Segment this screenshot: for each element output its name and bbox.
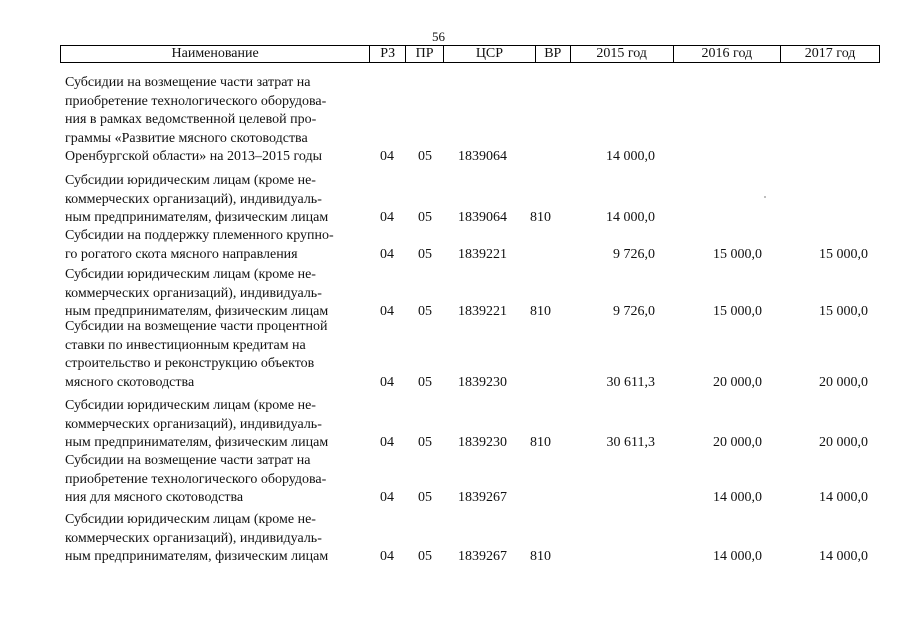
row-name-line: Субсидии юридическим лицам (кроме не- <box>65 267 316 282</box>
row-name-line: ния для мясного скотоводства <box>65 490 244 506</box>
row-name-line: Субсидии юридическим лицам (кроме не- <box>65 173 316 188</box>
table-row <box>0 266 905 322</box>
cell-2017: 15 000,0 <box>819 304 868 320</box>
cell-pr: 05 <box>418 149 432 165</box>
cell-2017: 14 000,0 <box>819 549 868 565</box>
row-name-line: Субсидии на поддержку племенного крупно- <box>65 228 334 243</box>
cell-rz: 04 <box>380 549 394 565</box>
row-name-line: Оренбургской области» на 2013–2015 годы <box>65 149 322 165</box>
row-name-line: го рогатого скота мясного направления <box>65 246 298 262</box>
cell-csr: 1839221 <box>458 246 507 262</box>
header-2016: 2016 год <box>674 46 782 62</box>
cell-rz: 04 <box>380 246 394 262</box>
cell-2015: 9 726,0 <box>613 304 655 320</box>
cell-2015: 30 611,3 <box>606 435 655 451</box>
row-name-line: ния в рамках ведомственной целевой про- <box>65 112 317 128</box>
header-pr: ПР <box>406 46 444 62</box>
table-row <box>0 227 905 264</box>
header-rz: РЗ <box>370 46 406 62</box>
cell-pr: 05 <box>418 374 432 390</box>
cell-rz: 04 <box>380 304 394 320</box>
row-name-line: коммерческих организаций), индивидуаль- <box>65 191 322 207</box>
cell-pr: 05 <box>418 549 432 565</box>
cell-2015: 14 000,0 <box>606 210 655 226</box>
cell-2017: 20 000,0 <box>819 374 868 390</box>
cell-2015: 30 611,3 <box>606 374 655 390</box>
cell-csr: 1839230 <box>458 374 507 390</box>
cell-2016: 15 000,0 <box>713 304 762 320</box>
cell-rz: 04 <box>380 490 394 506</box>
cell-2017: 14 000,0 <box>819 490 868 506</box>
cell-rz: 04 <box>380 149 394 165</box>
cell-2017: 20 000,0 <box>819 435 868 451</box>
table-row <box>0 318 905 392</box>
cell-pr: 05 <box>418 304 432 320</box>
cell-2016: 14 000,0 <box>713 490 762 506</box>
header-csr: ЦСР <box>444 46 536 62</box>
row-name-line: Субсидии юридическим лицам (кроме не- <box>65 398 316 413</box>
row-name-line: коммерческих организаций), индивидуаль- <box>65 285 322 301</box>
cell-csr: 1839064 <box>458 210 507 226</box>
cell-pr: 05 <box>418 490 432 506</box>
row-name <box>65 397 365 453</box>
table-row <box>0 74 905 167</box>
row-name-line: мясного скотоводства <box>65 374 195 390</box>
cell-2017: 15 000,0 <box>819 246 868 262</box>
row-name-line: строительство и реконструкцию объектов <box>65 356 315 372</box>
cell-vr: 810 <box>530 304 551 320</box>
row-name-line: ным предпринимателям, физическим лицам <box>65 304 329 320</box>
cell-pr: 05 <box>418 435 432 451</box>
header-2017: 2017 год <box>804 46 856 61</box>
header-2015: 2015 год <box>571 46 674 62</box>
cell-vr: 810 <box>530 210 551 226</box>
cell-rz: 04 <box>380 435 394 451</box>
header-vr: ВР <box>536 46 571 62</box>
cell-pr: 05 <box>418 246 432 262</box>
header-name: Наименование <box>61 46 370 62</box>
row-name <box>65 318 365 392</box>
row-name <box>65 227 365 264</box>
cell-csr: 1839267 <box>458 490 507 506</box>
cell-csr: 1839267 <box>458 549 507 565</box>
row-name-line: граммы «Развитие мясного скотоводства <box>65 130 308 146</box>
cell-vr: 810 <box>530 549 551 565</box>
table-row <box>0 511 905 567</box>
row-name-line: коммерческих организаций), индивидуаль- <box>65 416 322 432</box>
cell-csr: 1839064 <box>458 149 507 165</box>
row-name-line: Субсидии на возмещение части затрат на <box>65 453 311 468</box>
cell-pr: 05 <box>418 210 432 226</box>
row-name-line: ным предпринимателям, физическим лицам <box>65 210 329 226</box>
scan-speck <box>764 196 766 198</box>
cell-rz: 04 <box>380 210 394 226</box>
row-name-line: приобретение технологического оборудова- <box>65 471 327 487</box>
row-name-line: приобретение технологического оборудова- <box>65 93 327 109</box>
table-row <box>0 397 905 453</box>
cell-csr: 1839230 <box>458 435 507 451</box>
page-number: 56 <box>432 29 445 44</box>
row-name <box>65 74 365 167</box>
cell-2015: 9 726,0 <box>613 246 655 262</box>
row-name <box>65 511 365 567</box>
cell-vr: 810 <box>530 435 551 451</box>
cell-2016: 20 000,0 <box>713 374 762 390</box>
row-name-line: ставки по инвестиционным кредитам на <box>65 337 306 353</box>
row-name-line: Субсидии на возмещение части затрат на <box>65 75 311 90</box>
row-name-line: Субсидии на возмещение части процентной <box>65 319 328 334</box>
row-name <box>65 452 365 508</box>
row-name-line: Субсидии юридическим лицам (кроме не- <box>65 512 316 527</box>
row-name <box>65 172 365 228</box>
row-name-line: ным предпринимателям, физическим лицам <box>65 435 329 451</box>
row-name <box>65 266 365 322</box>
cell-csr: 1839221 <box>458 304 507 320</box>
cell-2016: 15 000,0 <box>713 246 762 262</box>
cell-rz: 04 <box>380 374 394 390</box>
row-name-line: ным предпринимателям, физическим лицам <box>65 549 329 565</box>
cell-2015: 14 000,0 <box>606 149 655 165</box>
table-row <box>0 452 905 508</box>
table-row <box>0 172 905 228</box>
table-header <box>60 45 880 63</box>
row-name-line: коммерческих организаций), индивидуаль- <box>65 530 322 546</box>
cell-2016: 20 000,0 <box>713 435 762 451</box>
cell-2016: 14 000,0 <box>713 549 762 565</box>
